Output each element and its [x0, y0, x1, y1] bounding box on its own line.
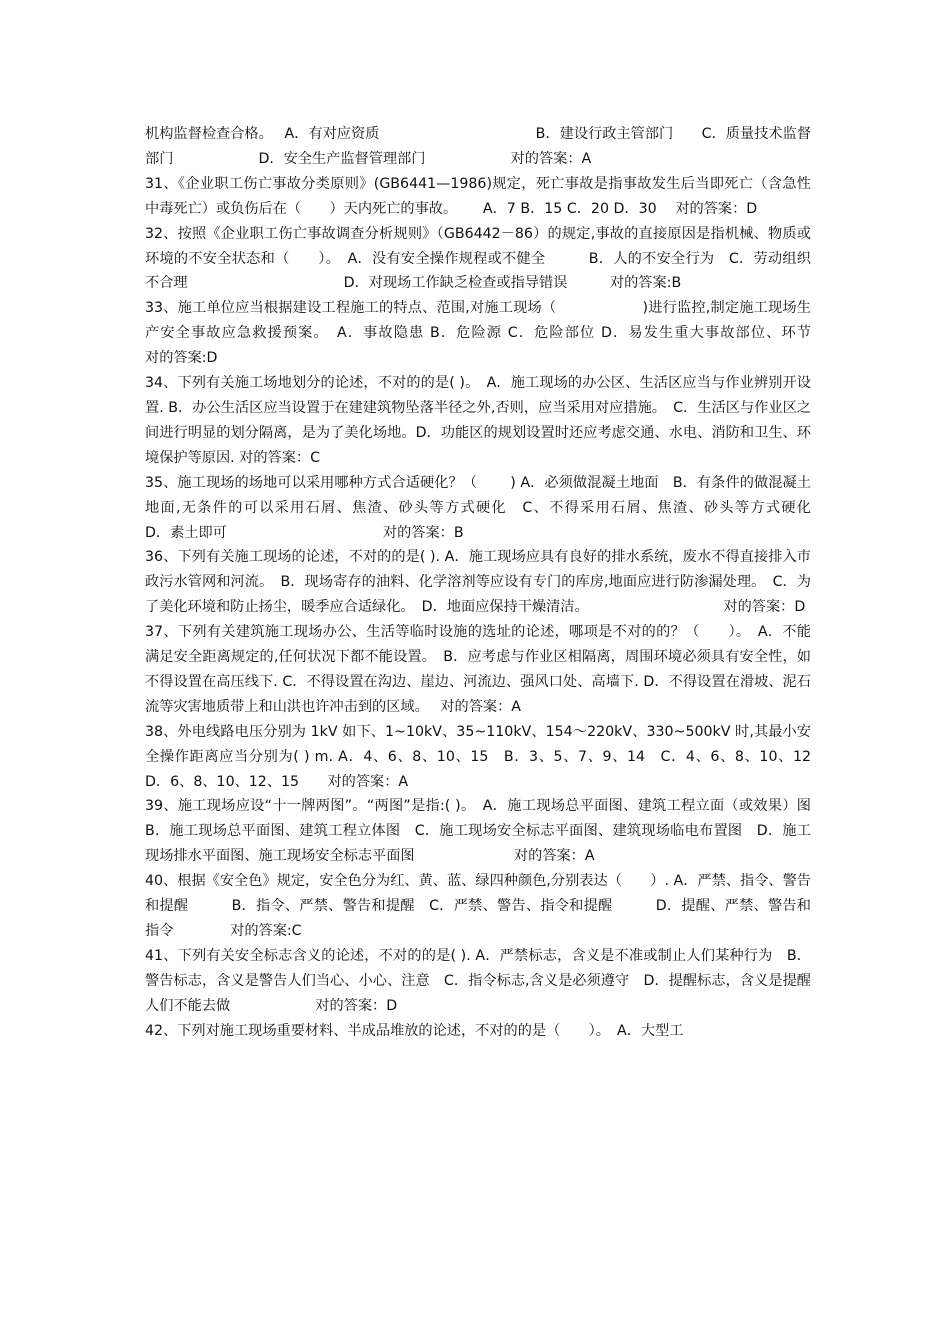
question-38: 38、外电线路电压分别为 1kV 如下、1~10kV、35~110kV、154～220kV、330~500kV 时,其最小安全操作距离应当分别为( ) m. A．4、6、8、10、15 B．3、5、7、9、14 C．4、6、8、10、12 D．6、8、10、12、15 对的答案：A	[145, 723, 826, 790]
question-36: 36、下列有关施工现场的论述，不对的的是( ). A．施工现场应具有良好的排水系统，废水不得直接排入市政污水管网和河流。 B．现场寄存的油料、化学溶剂等应设有专门的库房,地面应进行防渗漏处理。 C．为了美化环境和防止扬尘，暖季应合适绿化。 D．地面应保持干燥清洁。 对的答案：D	[145, 549, 811, 616]
question-34: 34、下列有关施工场地划分的论述，不对的的是( )。 A．施工现场的办公区、生活区应当与作业辨别开设置. B．办公生活区应当设置于在建建筑物坠落半径之外,否则，应当采用对应措施。 C．生活区与作业区之间进行明显的划分隔离，是为了美化场地。D．功能区的规划设置时还应考虑交通、水电、消防和卫生、环境保护等原因. 对的答案：C	[145, 375, 811, 466]
question-37: 37、下列有关建筑施工现场办公、生活等临时设施的选址的论述，哪项是不对的的？（ ）。 A．不能满足安全距离规定的,任何状况下都不能设置。 B．应考虑与作业区相隔离，周围环境必须具有安全性，如不得设置在高压线下. C．不得设置在沟边、崖边、河流边、强风口处、高墙下. D．不得设置在滑坡、泥石流等灾害地质带上和山洪也许冲击到的区域。 对的答案：A	[145, 624, 811, 715]
question-42: 42、下列对施工现场重要材料、半成品堆放的论述，不对的的是（ ）。 A．大型工	[145, 1022, 684, 1039]
question-35: 35、施工现场的场地可以采用哪种方式合适硬化？（ ) A．必须做混凝土地面 B．有条件的做混凝土地面,无条件的可以采用石屑、焦渣、砂头等方式硬化 C、不得采用石屑、焦渣、砂头等方式硬化 D．素土即可 对的答案：B	[145, 474, 882, 541]
question-33: 33、施工单位应当根据建设工程施工的特点、范围,对施工现场（ )进行监控,制定施工现场生产安全事故应急救援预案。 A．事故隐患 B．危险源 C．危险部位 D．易发生重大事故部位、环节 对的答案:D	[145, 300, 882, 367]
question-41: 41、下列有关安全标志含义的论述，不对的的是( ). A．严禁标志，含义是不准或制止人们某种行为 B．警告标志，含义是警告人们当心、小心、注意 C．指令标志,含义是必须遵守 D．提醒标志，含义是提醒人们不能去做 对的答案：D	[145, 947, 811, 1014]
document-body	[145, 122, 882, 1044]
question-40: 40、根据《安全色》规定，安全色分为红、黄、蓝、绿四种颜色,分别表达（ ）. A．严禁、指令、警告和提醒 B．指令、严禁、警告和提醒 C．严禁、警告、指令和提醒 D．提醒、严禁、警告和指令 对的答案:C	[145, 873, 811, 939]
question-31: 31、《企业职工伤亡事故分类原则》(GB6441—1986)规定，死亡事故是指事故发生后当即死亡（含急性中毒死亡）或负伤后在（ ）天内死亡的事故。 A．7 B．15 C．20 D．30 对的答案：D	[145, 175, 811, 217]
question-32: 32、按照《企业职工伤亡事故调查分析规则》（GB6442－86）的规定,事故的直接原因是指机械、物质或环境的不安全状态和（ ）。 A．没有安全操作规程或不健全 B．人的不安全行为 C．劳动组织不合理 D．对现场工作缺乏检查或指导错误 对的答案:B	[145, 225, 811, 292]
paragraph-answer-continuation: 机构监督检查合格。 A．有对应资质 B．建设行政主管部门 C．质量技术监督部门 D．安全生产监督管理部门 对的答案：A	[145, 126, 811, 167]
question-39: 39、施工现场应设“十一牌两图”。“两图”是指:( )。 A．施工现场总平面图、建筑工程立面（或效果）图 B．施工现场总平面图、建筑工程立体图 C．施工现场安全标志平面图、建筑现场临电布置图 D．施工现场排水平面图、施工现场安全标志平面图 对的答案：A	[145, 798, 826, 865]
